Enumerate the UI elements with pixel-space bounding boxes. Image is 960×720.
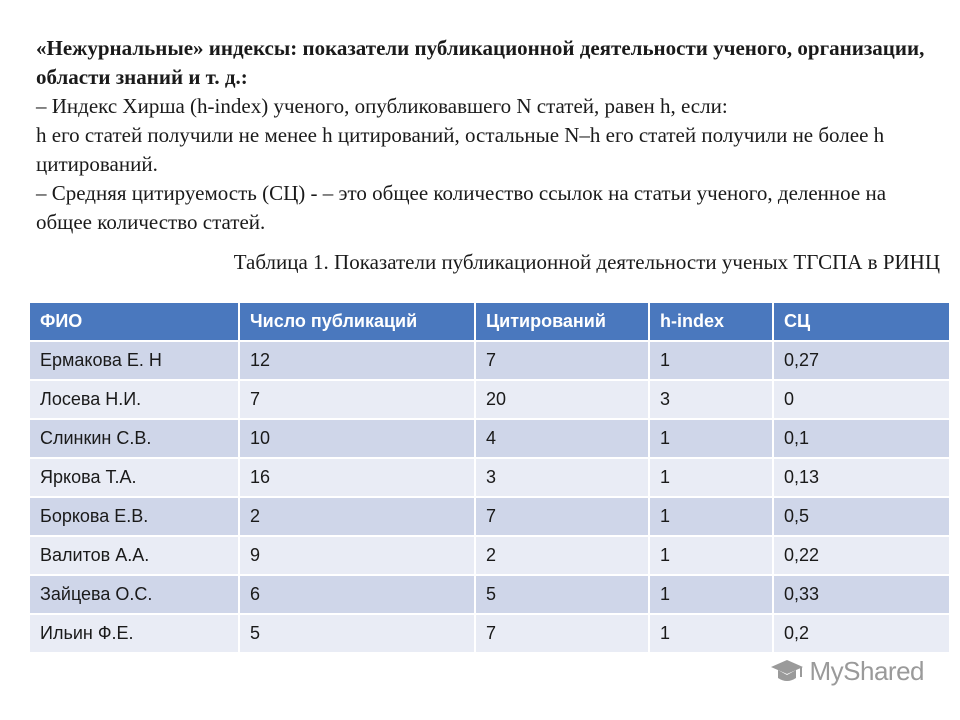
table-cell: Слинкин С.В.	[29, 419, 239, 458]
table-cell: 1	[649, 536, 773, 575]
intro-heading: «Нежурнальные» индексы: показатели публикационной деятельности ученого, организации, области знаний и т. д.:	[36, 36, 925, 89]
table-cell: 7	[475, 614, 649, 653]
table-cell: 5	[239, 614, 475, 653]
table-cell: 0,33	[773, 575, 950, 614]
table-row	[29, 536, 950, 575]
table-cell: 1	[649, 341, 773, 380]
header-cell: Число публикаций	[239, 302, 475, 341]
header-cell: Цитирований	[475, 302, 649, 341]
table-row	[29, 380, 950, 419]
table-cell: 4	[475, 419, 649, 458]
table-cell: 0,1	[773, 419, 950, 458]
table-header-row	[29, 302, 950, 341]
table-cell: Яркова Т.А.	[29, 458, 239, 497]
header-cell: ФИО	[29, 302, 239, 341]
table-cell: 2	[239, 497, 475, 536]
table-caption: Таблица 1. Показатели публикационной деятельности ученых ТГСПА в РИНЦ	[233, 250, 940, 274]
table-row	[29, 458, 950, 497]
table-row	[29, 575, 950, 614]
table-cell: 0,5	[773, 497, 950, 536]
table-cell: 6	[239, 575, 475, 614]
hirsch-index-definition: – Индекс Хирша (h-index) ученого, опубликовавшего N статей, равен h, если:	[36, 94, 728, 118]
table-cell: 1	[649, 458, 773, 497]
table-cell: 2	[475, 536, 649, 575]
table-cell: 3	[475, 458, 649, 497]
header-cell: СЦ	[773, 302, 950, 341]
intro-text	[36, 34, 936, 237]
table-row	[29, 497, 950, 536]
table-cell: 20	[475, 380, 649, 419]
table-cell: Лосева Н.И.	[29, 380, 239, 419]
header-cell: h-index	[649, 302, 773, 341]
table-cell: 0,2	[773, 614, 950, 653]
myshared-watermark	[770, 656, 925, 687]
table-cell: 0	[773, 380, 950, 419]
table-row	[29, 341, 950, 380]
average-citation-definition: – Средняя цитируемость (СЦ) - – это общее количество ссылок на статьи ученого, деленное на общее количество статей.	[36, 181, 887, 234]
table-cell: 7	[239, 380, 475, 419]
table-cell: 10	[239, 419, 475, 458]
table-cell: 9	[239, 536, 475, 575]
table-cell: 0,13	[773, 458, 950, 497]
table-cell: Валитов А.А.	[29, 536, 239, 575]
table-cell: 7	[475, 341, 649, 380]
mortarboard-icon	[770, 657, 804, 687]
table-cell: 3	[649, 380, 773, 419]
table-cell: 7	[475, 497, 649, 536]
hirsch-index-detail: h его статей получили не менее h цитирований, остальные N–h его статей получили не более h цитирований.	[36, 123, 885, 176]
table-cell: 1	[649, 497, 773, 536]
table-cell: Боркова Е.В.	[29, 497, 239, 536]
watermark-text: MyShared	[809, 656, 924, 686]
table-cell: Зайцева О.С.	[29, 575, 239, 614]
table-row	[29, 419, 950, 458]
table-row	[29, 614, 950, 653]
table-cell: 1	[649, 614, 773, 653]
table-cell: 5	[475, 575, 649, 614]
table-cell: Ермакова Е. Н	[29, 341, 239, 380]
table-cell: 1	[649, 419, 773, 458]
table-cell: 0,27	[773, 341, 950, 380]
table-cell: 1	[649, 575, 773, 614]
table-cell: 0,22	[773, 536, 950, 575]
table-cell: 16	[239, 458, 475, 497]
table-cell: Ильин Ф.Е.	[29, 614, 239, 653]
publication-table	[28, 301, 951, 654]
table-cell: 12	[239, 341, 475, 380]
